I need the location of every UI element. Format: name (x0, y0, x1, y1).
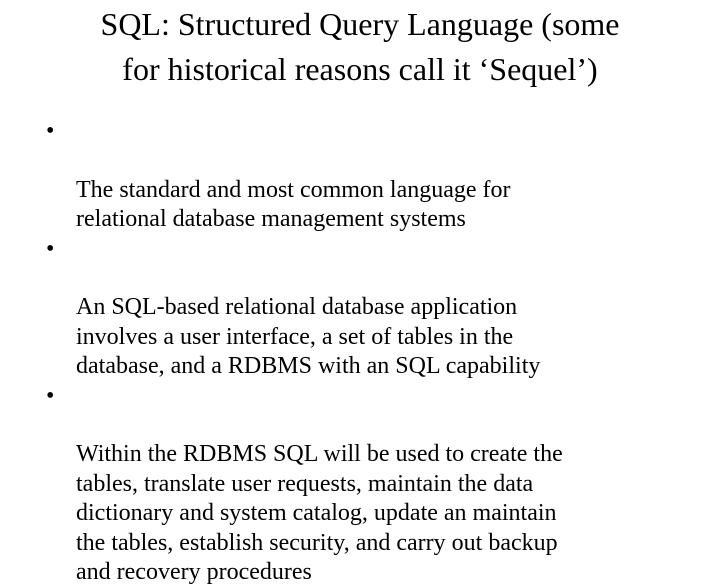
bullet-text: An SQL-based relational database application involves a user interface, a set of tables in the database, and a RDBMS with an SQL capability (76, 294, 541, 380)
bullet-item (46, 382, 706, 588)
bullet-list (46, 117, 706, 588)
bullet-item (46, 235, 706, 382)
bullet-dot-icon: • (46, 235, 55, 262)
bullet-text: The standard and most common language for relational database management systems (76, 176, 511, 233)
bullet-text: Within the RDBMS SQL will be used to create the tables, translate user requests, maintain the data dictionary and system catalog, update an maintain the tables, establish security, and carry out backup and recovery procedures (76, 441, 563, 586)
bullet-dot-icon: • (46, 382, 55, 409)
bullet-item (46, 117, 706, 235)
slide-title: SQL: Structured Query Language (some for historical reasons call it ‘Sequel’) (100, 6, 620, 87)
bullet-dot-icon: • (46, 118, 55, 144)
